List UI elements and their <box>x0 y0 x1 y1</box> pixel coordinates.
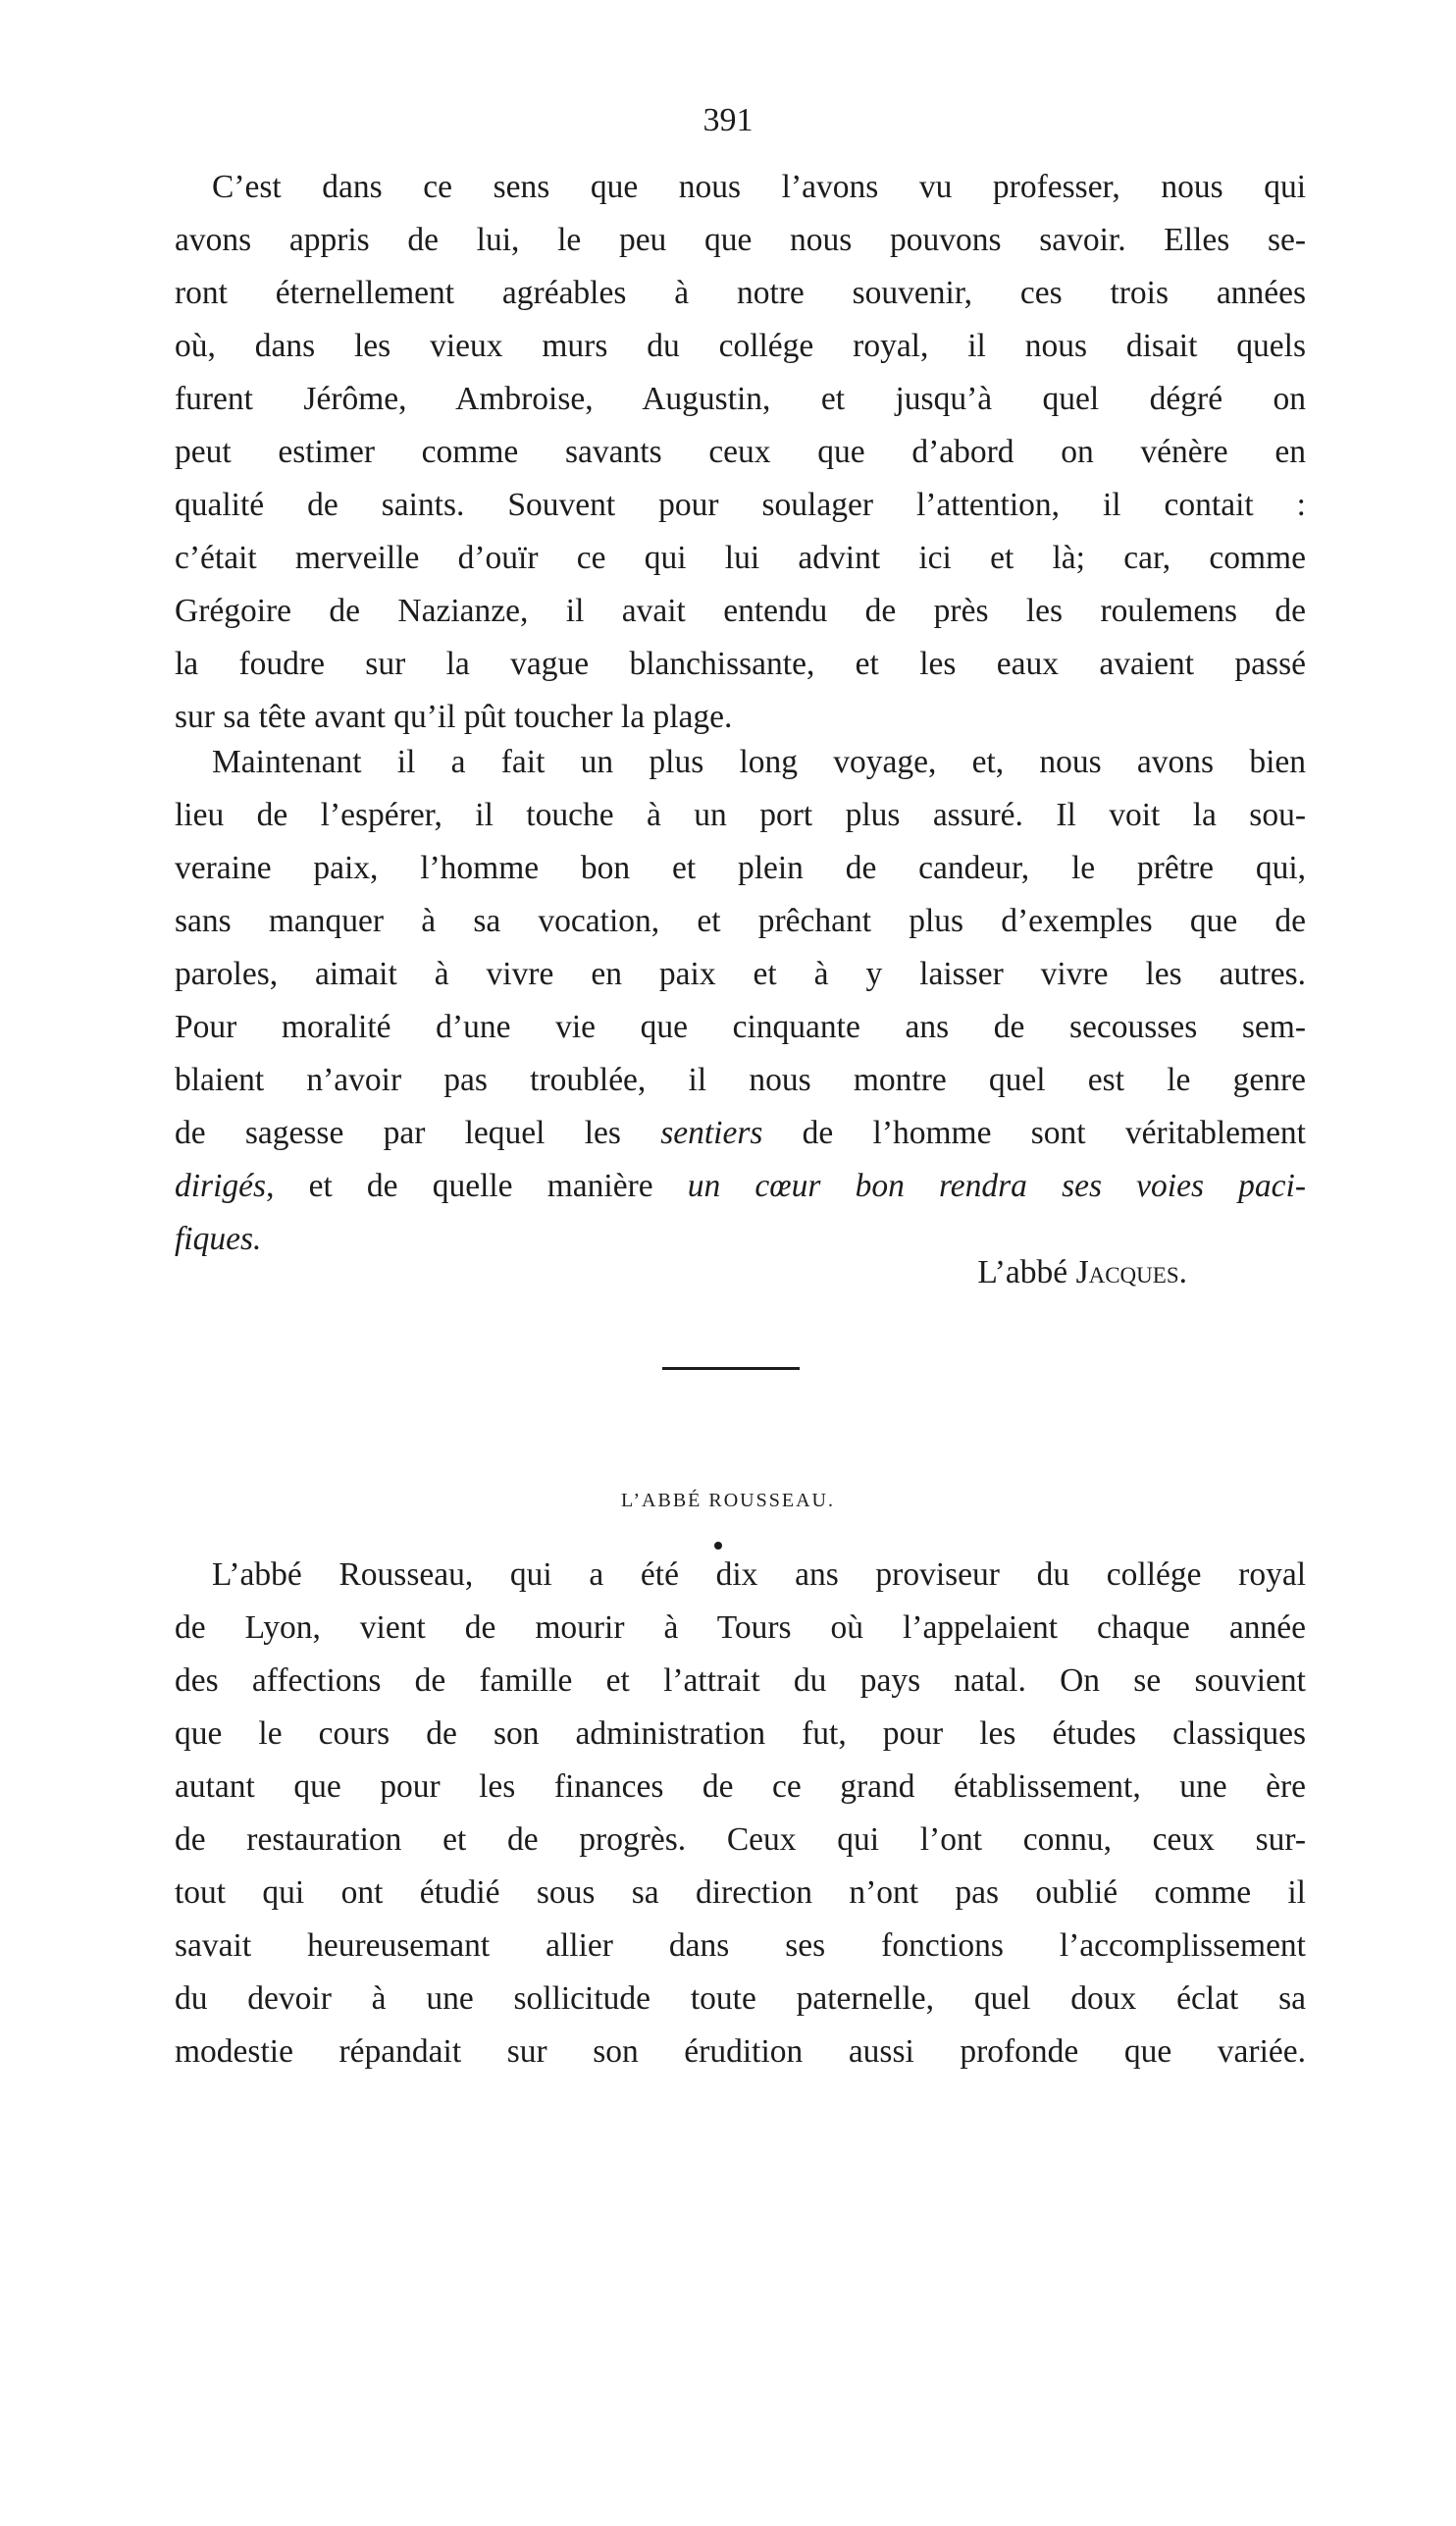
text-line: la foudre sur la vague blanchissante, et les eaux avaient passé <box>175 646 1306 682</box>
text-line: autant que pour les finances de ce grand établissement, une ère <box>175 1768 1306 1805</box>
text-segment: de l’homme sont véritablement <box>762 1115 1306 1151</box>
signature-prefix: L’abbé <box>977 1254 1076 1290</box>
text-line: paroles, aimait à vivre en paix et à y laisser vivre les autres. <box>175 956 1306 992</box>
text-line: C’est dans ce sens que nous l’avons vu professer, nous qui <box>212 169 1306 205</box>
text-line: avons appris de lui, le peu que nous pouvons savoir. Elles se- <box>175 222 1306 258</box>
text-line: c’était merveille d’ouïr ce qui lui advint ici et là; car, comme <box>175 540 1306 576</box>
text-line: lieu de l’espérer, il touche à un port plus assuré. Il voit la sou- <box>175 797 1306 833</box>
page-number: 391 <box>702 102 754 138</box>
text-line: qualité de saints. Souvent pour soulager l’attention, il contait : <box>175 487 1306 523</box>
text-line: modestie répandait sur son érudition aussi profonde que variée. <box>175 2033 1306 2070</box>
paragraph-2 <box>175 736 1306 1266</box>
text-line: L’abbé Rousseau, qui a été dix ans proviseur du collége royal <box>212 1556 1306 1593</box>
text-line: Pour moralité d’une vie que cinquante ans de secousses sem- <box>175 1009 1306 1045</box>
section-heading: L’ABBÉ ROUSSEAU. <box>621 1490 835 1511</box>
text-line <box>175 1160 1306 1213</box>
text-segment: , et de quelle manière <box>266 1168 688 1204</box>
text-segment: de sagesse par lequel les <box>175 1115 661 1151</box>
text-line: veraine paix, l’homme bon et plein de candeur, le prêtre qui, <box>175 850 1306 886</box>
paragraph-1 <box>175 161 1306 744</box>
text-line: peut estimer comme savants ceux que d’abord on vénère en <box>175 434 1306 470</box>
text-line: des affections de famille et l’attrait du pays natal. On se souvient <box>175 1662 1306 1699</box>
italic-text: fiques. <box>175 1221 262 1257</box>
paragraph-3 <box>175 1549 1306 2079</box>
italic-text: sentiers <box>660 1115 763 1151</box>
text-line: que le cours de son administration fut, pour les études classiques <box>175 1715 1306 1752</box>
text-line: Grégoire de Nazianze, il avait entendu de près les roulemens de <box>175 593 1306 629</box>
signature-name: Jacques. <box>1075 1254 1187 1290</box>
text-line: sur sa tête avant qu’il pût toucher la plage. <box>175 699 733 735</box>
text-line: sans manquer à sa vocation, et prêchant plus d’exemples que de <box>175 903 1306 939</box>
text-line: de restauration et de progrès. Ceux qui l’ont connu, ceux sur- <box>175 1821 1306 1858</box>
text-line: où, dans les vieux murs du collége royal, il nous disait quels <box>175 328 1306 364</box>
italic-text: dirigés <box>175 1168 267 1204</box>
text-line: tout qui ont étudié sous sa direction n’ont pas oublié comme il <box>175 1874 1306 1911</box>
section-divider <box>662 1367 800 1370</box>
text-line: de Lyon, vient de mourir à Tours où l’appelaient chaque année <box>175 1609 1306 1646</box>
text-line: Maintenant il a fait un plus long voyage, et, nous avons bien <box>212 744 1306 780</box>
text-line: furent Jérôme, Ambroise, Augustin, et jusqu’à quel dégré on <box>175 381 1306 417</box>
italic-text: un cœur bon rendra ses voies paci- <box>687 1168 1306 1204</box>
text-line: savait heureusemant allier dans ses fonctions l’accomplissement <box>175 1927 1306 1964</box>
text-line <box>175 1107 1306 1160</box>
signature <box>175 1246 1187 1299</box>
text-line: du devoir à une sollicitude toute paternelle, quel doux éclat sa <box>175 1980 1306 2017</box>
text-line: blaient n’avoir pas troublée, il nous montre quel est le genre <box>175 1062 1306 1098</box>
text-line: ront éternellement agréables à notre souvenir, ces trois années <box>175 275 1306 311</box>
